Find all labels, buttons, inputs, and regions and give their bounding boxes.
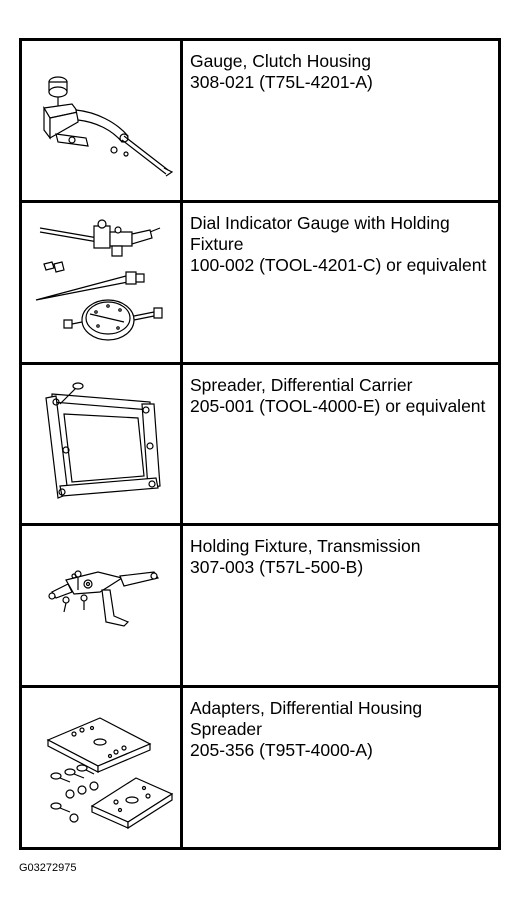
transmission-holding-fixture-icon <box>26 536 176 676</box>
tool-row <box>22 526 498 688</box>
tool-part-number: 308-021 (T75L-4201-A) <box>190 72 373 92</box>
tool-part-number: 205-356 (T95T-4000-A) <box>190 740 373 761</box>
dial-indicator-gauge-icon <box>26 212 176 352</box>
tool-row <box>22 365 498 527</box>
tool-illustration-cell <box>22 526 183 685</box>
differential-carrier-spreader-icon <box>26 374 176 514</box>
tool-name: Adapters, Differential Housing Spreader <box>190 698 423 740</box>
tool-name: Gauge, Clutch Housing <box>190 51 371 71</box>
tool-row <box>22 688 498 847</box>
clutch-housing-gauge-icon <box>26 50 176 190</box>
tool-name: Spreader, Differential Carrier <box>190 374 413 395</box>
tool-description <box>183 526 498 685</box>
tool-description <box>183 688 498 847</box>
tool-illustration-cell <box>22 203 183 362</box>
tool-name: Holding Fixture, Transmission <box>190 536 421 557</box>
tool-name: Dial Indicator Gauge with Holding Fixture <box>190 212 450 254</box>
tool-row <box>22 41 498 203</box>
tool-part-number: 100-002 (TOOL-4201-C) or equivalent <box>190 254 487 275</box>
figure-id: G03272975 <box>19 862 77 874</box>
tool-illustration-cell <box>22 365 183 524</box>
tool-description <box>183 41 498 200</box>
special-tools-table <box>19 38 501 850</box>
tool-part-number: 205-001 (TOOL-4000-E) or equivalent <box>190 395 486 416</box>
tool-row <box>22 203 498 365</box>
differential-housing-adapters-icon <box>26 698 176 838</box>
tool-illustration-cell <box>22 41 183 200</box>
tool-description <box>183 203 498 362</box>
tool-illustration-cell <box>22 688 183 847</box>
tool-part-number: 307-003 (T57L-500-B) <box>190 557 364 578</box>
tool-description <box>183 365 498 524</box>
